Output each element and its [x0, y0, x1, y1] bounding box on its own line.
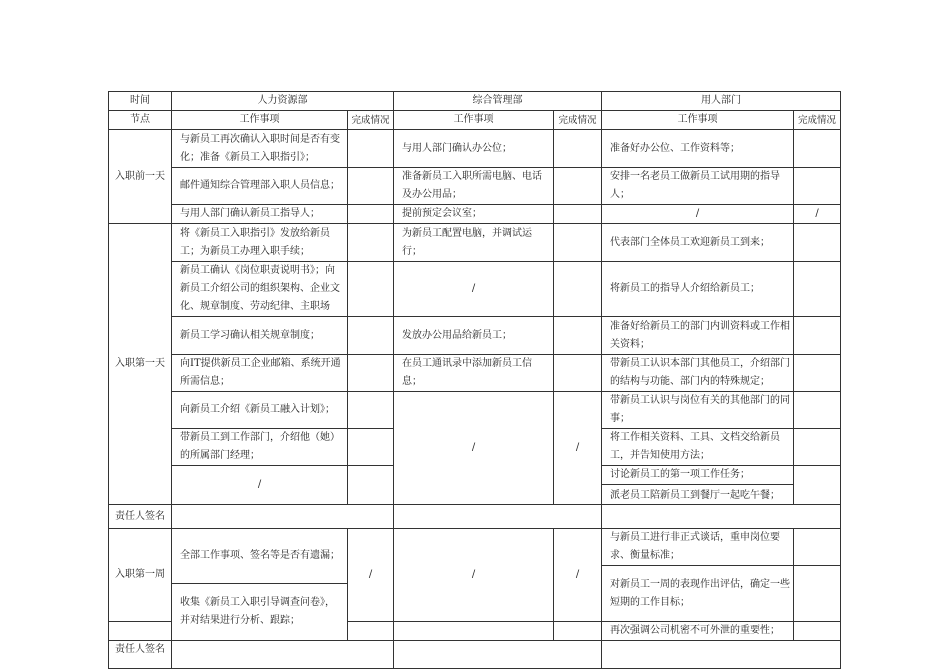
hr-task: 收集《新员工入职引导调查问卷》，并对结果进行分析、跟踪； — [172, 584, 348, 641]
dept-status-cell[interactable] — [794, 466, 841, 505]
hr-status-cell[interactable] — [348, 392, 394, 429]
header-admin: 综合管理部 — [394, 92, 602, 111]
onboarding-checklist-table — [108, 91, 841, 669]
hr-status-cont — [348, 622, 394, 641]
hr-signature-cell[interactable] — [172, 505, 394, 529]
dept-signature-cell[interactable] — [602, 641, 841, 669]
dept-status-cell[interactable] — [794, 224, 841, 262]
header-admin-status: 完成情况 — [554, 111, 602, 130]
admin-task: 在员工通讯录中添加新员工信息； — [394, 355, 554, 392]
hr-task-empty: / — [172, 466, 348, 505]
admin-task-cont — [394, 622, 554, 641]
dept-signature-cell[interactable] — [602, 505, 841, 529]
dept-task: 对新员工一周的表现作出评估，确定一些短期的工作目标； — [602, 566, 794, 622]
admin-status-cell[interactable] — [554, 168, 602, 205]
dept-task-stack — [602, 466, 794, 505]
admin-status-cell[interactable] — [554, 205, 602, 224]
dept-task: 讨论新员工的第一项工作任务； — [610, 469, 750, 480]
hr-status-cell[interactable] — [348, 262, 394, 317]
header-dept-task: 工作事项 — [602, 111, 794, 130]
hr-status-cell[interactable] — [348, 130, 394, 168]
dept-task: 将新员工的指导人介绍给新员工； — [602, 262, 794, 317]
dept-status-cell[interactable] — [794, 355, 841, 392]
admin-task-empty: / — [394, 529, 554, 622]
admin-status-empty: / — [554, 392, 602, 505]
admin-status-cell[interactable] — [554, 224, 602, 262]
hr-signature-cell[interactable] — [172, 641, 394, 669]
dept-status-cell[interactable] — [794, 168, 841, 205]
dept-status-cell[interactable] — [794, 317, 841, 355]
dept-task: 准备好办公位、工作资料等； — [602, 130, 794, 168]
admin-status-cell[interactable] — [554, 130, 602, 168]
hr-task: 与用人部门确认新员工指导人； — [172, 205, 348, 224]
header-node: 节点 — [109, 111, 172, 130]
dept-task: 派老员工陪新员工到餐厅一起吃午餐； — [610, 490, 780, 501]
header-time: 时间 — [109, 92, 172, 111]
admin-status-cell[interactable] — [554, 317, 602, 355]
admin-task: 提前预定会议室； — [394, 205, 554, 224]
header-dept-status: 完成情况 — [794, 111, 841, 130]
admin-task: 准备新员工入职所需电脑、电话及办公用品； — [394, 168, 554, 205]
dept-task: 带新员工认识本部门其他员工，介绍部门的结构与功能、部门内的特殊规定； — [602, 355, 794, 392]
sign-label: 责任人签名 — [109, 505, 172, 529]
admin-task: 为新员工配置电脑，并调试运行； — [394, 224, 554, 262]
hr-task: 邮件通知综合管理部入职人员信息； — [172, 168, 348, 205]
hr-task: 将《新员工入职指引》发放给新员工；为新员工办理入职手续； — [172, 224, 348, 262]
admin-signature-cell[interactable] — [394, 641, 602, 669]
hr-status-cell[interactable] — [348, 205, 394, 224]
dept-status-cell[interactable] — [794, 130, 841, 168]
admin-task-empty: / — [394, 262, 554, 317]
dept-status-cell[interactable] — [794, 429, 841, 466]
dept-task: 代表部门全体员工欢迎新员工到来； — [602, 224, 794, 262]
dept-status-cell[interactable] — [794, 529, 841, 566]
admin-status-cell[interactable] — [554, 262, 602, 317]
hr-task: 带新员工到工作部门，介绍他（她）的所属部门经理； — [172, 429, 348, 466]
hr-task: 与新员工再次确认入职时间是否有变化；准备《新员工入职指引》； — [172, 130, 348, 168]
dept-status-empty: / — [794, 205, 841, 224]
hr-status-cell[interactable] — [348, 168, 394, 205]
admin-status-cell[interactable] — [554, 355, 602, 392]
hr-task: 向IT提供新员工企业邮箱、系统开通所需信息； — [172, 355, 348, 392]
row-label-week1: 入职第一周 — [109, 529, 172, 622]
hr-task: 全部工作事项、签名等是否有遗漏； — [172, 529, 348, 584]
row-label-day1: 入职第一天 — [109, 224, 172, 505]
dept-status-cell[interactable] — [794, 262, 841, 317]
hr-status-cell[interactable] — [348, 224, 394, 262]
dept-status-cell[interactable] — [794, 622, 841, 641]
sign-label: 责任人签名 — [109, 641, 172, 669]
dept-task: 带新员工认识与岗位有关的其他部门的同事； — [602, 392, 794, 429]
dept-task: 准备好给新员工的部门内训资料或工作相关资料； — [602, 317, 794, 355]
hr-status-cell[interactable] — [348, 355, 394, 392]
dept-status-cell[interactable] — [794, 566, 841, 622]
hr-task: 新员工学习确认相关规章制度； — [172, 317, 348, 355]
hr-task: 新员工确认《岗位职责说明书》；向新员工介绍公司的组织架构、企业文化、规章制度、劳动纪律、主职场 — [172, 262, 348, 317]
dept-task-empty: / — [602, 205, 794, 224]
admin-status-cont — [554, 622, 602, 641]
admin-task: 发放办公用品给新员工； — [394, 317, 554, 355]
dept-task: 再次强调公司机密不可外泄的重要性； — [602, 622, 794, 641]
hr-status-cell[interactable] — [348, 466, 394, 505]
hr-status-cell[interactable] — [348, 429, 394, 466]
dept-task: 安排一名老员工做新员工试用期的指导人； — [602, 168, 794, 205]
hr-status-cell[interactable] — [348, 317, 394, 355]
admin-signature-cell[interactable] — [394, 505, 602, 529]
admin-task: 与用人部门确认办公位； — [394, 130, 554, 168]
admin-task-empty: / — [394, 392, 554, 505]
admin-status-empty: / — [554, 529, 602, 622]
header-hr: 人力资源部 — [172, 92, 394, 111]
header-admin-task: 工作事项 — [394, 111, 554, 130]
row-label-week1-cont — [109, 622, 172, 641]
dept-task: 与新员工进行非正式谈话，重申岗位要求、衡量标准； — [602, 529, 794, 566]
dept-task: 将工作相关资料、工具、文档交给新员工，并告知使用方法； — [602, 429, 794, 466]
header-hr-task: 工作事项 — [172, 111, 348, 130]
hr-status-empty: / — [348, 529, 394, 622]
dept-status-cell[interactable] — [794, 392, 841, 429]
hr-task: 向新员工介绍《新员工融入计划》； — [172, 392, 348, 429]
header-dept: 用人部门 — [602, 92, 841, 111]
header-hr-status: 完成情况 — [348, 111, 394, 130]
row-label-before: 入职前一天 — [109, 130, 172, 224]
